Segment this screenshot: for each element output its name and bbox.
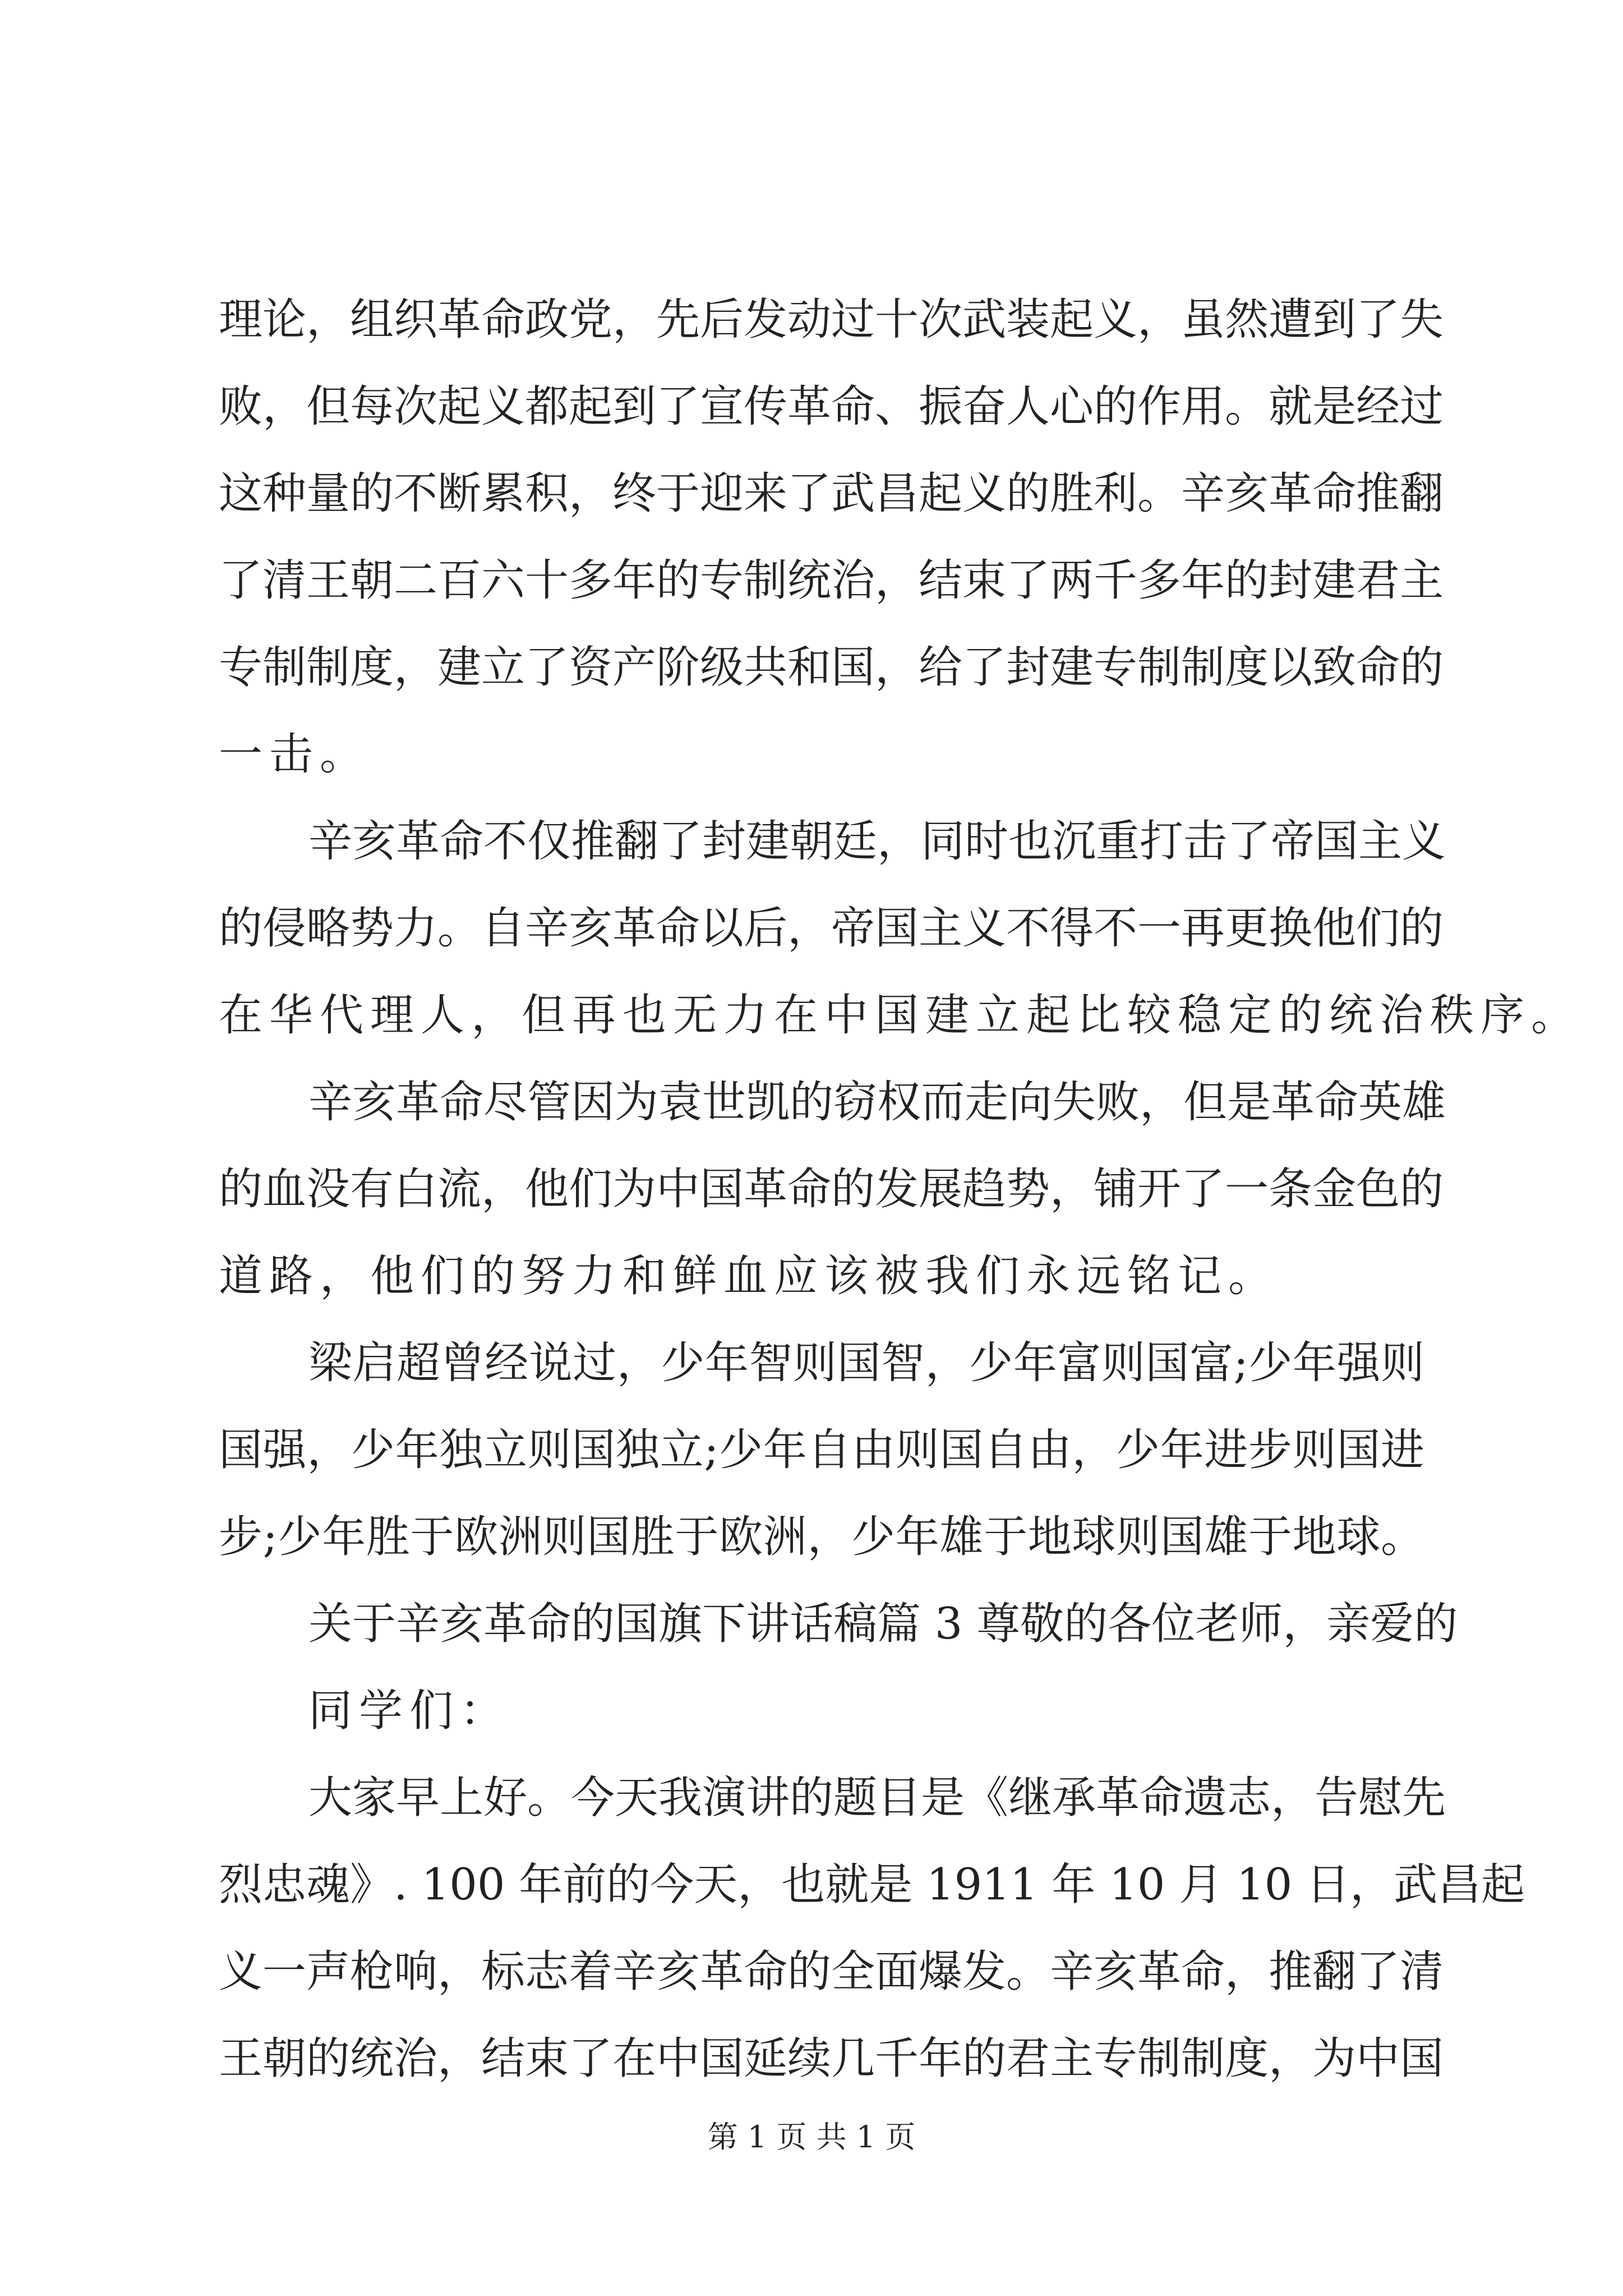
text-line: 辛亥革命不仅推翻了封建朝廷，同时也沉重打击了帝国主义 [308,816,1446,867]
text-line: 的侵略势力。自辛亥革命以后，帝国主义不得不一再更换他们的 [219,903,1444,954]
text-line: 同学们： [308,1686,511,1736]
text-line: 道路，他们的努力和鲜血应该被我们永远铭记。 [219,1251,1279,1301]
page-footer: 第 1 页 共 1 页 [707,2119,916,2155]
text-line: 步;少年胜于欧洲则国胜于欧洲，少年雄于地球则国雄于地球。 [219,1512,1424,1562]
text-line: 了清王朝二百六十多年的专制统治，结束了两千多年的封建君主 [219,555,1444,606]
text-line: 烈忠魂》. 100 年前的今天，也就是 1911 年 10 月 10 日，武昌起 [219,1860,1525,1910]
text-line: 国强，少年独立则国独立;少年自由则国自由，少年进步则国进 [219,1425,1424,1475]
text-line: 在华代理人，但再也无力在中国建立起比较稳定的统治秩序。 [219,990,1582,1041]
text-line: 大家早上好。今天我演讲的题目是《继承革命遗志，告慰先 [308,1773,1446,1823]
text-line: 一击。 [219,729,371,780]
text-line: 梁启超曾经说过，少年智则国智，少年富则国富;少年强则 [308,1338,1424,1388]
text-line: 的血没有白流，他们为中国革命的发展趋势，铺开了一条金色的 [219,1164,1444,1214]
text-line: 王朝的统治，结束了在中国延续几千年的君主专制制度，为中国 [219,2033,1444,2084]
text-line: 专制制度，建立了资产阶级共和国，给了封建专制制度以致命的 [219,642,1444,693]
text-line: 理论，组织革命政党，先后发动过十次武装起义，虽然遭到了失 [219,295,1444,345]
text-line: 败，但每次起义都起到了宣传革命、振奋人心的作用。就是经过 [219,381,1444,432]
text-line: 义一声枪响，标志着辛亥革命的全面爆发。辛亥革命，推翻了清 [219,1947,1444,1997]
text-line: 关于辛亥革命的国旗下讲话稿篇 3 尊敬的各位老师，亲爱的 [308,1599,1458,1649]
text-line: 辛亥革命尽管因为袁世凯的窃权而走向失败，但是革命英雄 [308,1077,1446,1128]
text-line: 这种量的不断累积，终于迎来了武昌起义的胜利。辛亥革命推翻 [219,468,1444,519]
